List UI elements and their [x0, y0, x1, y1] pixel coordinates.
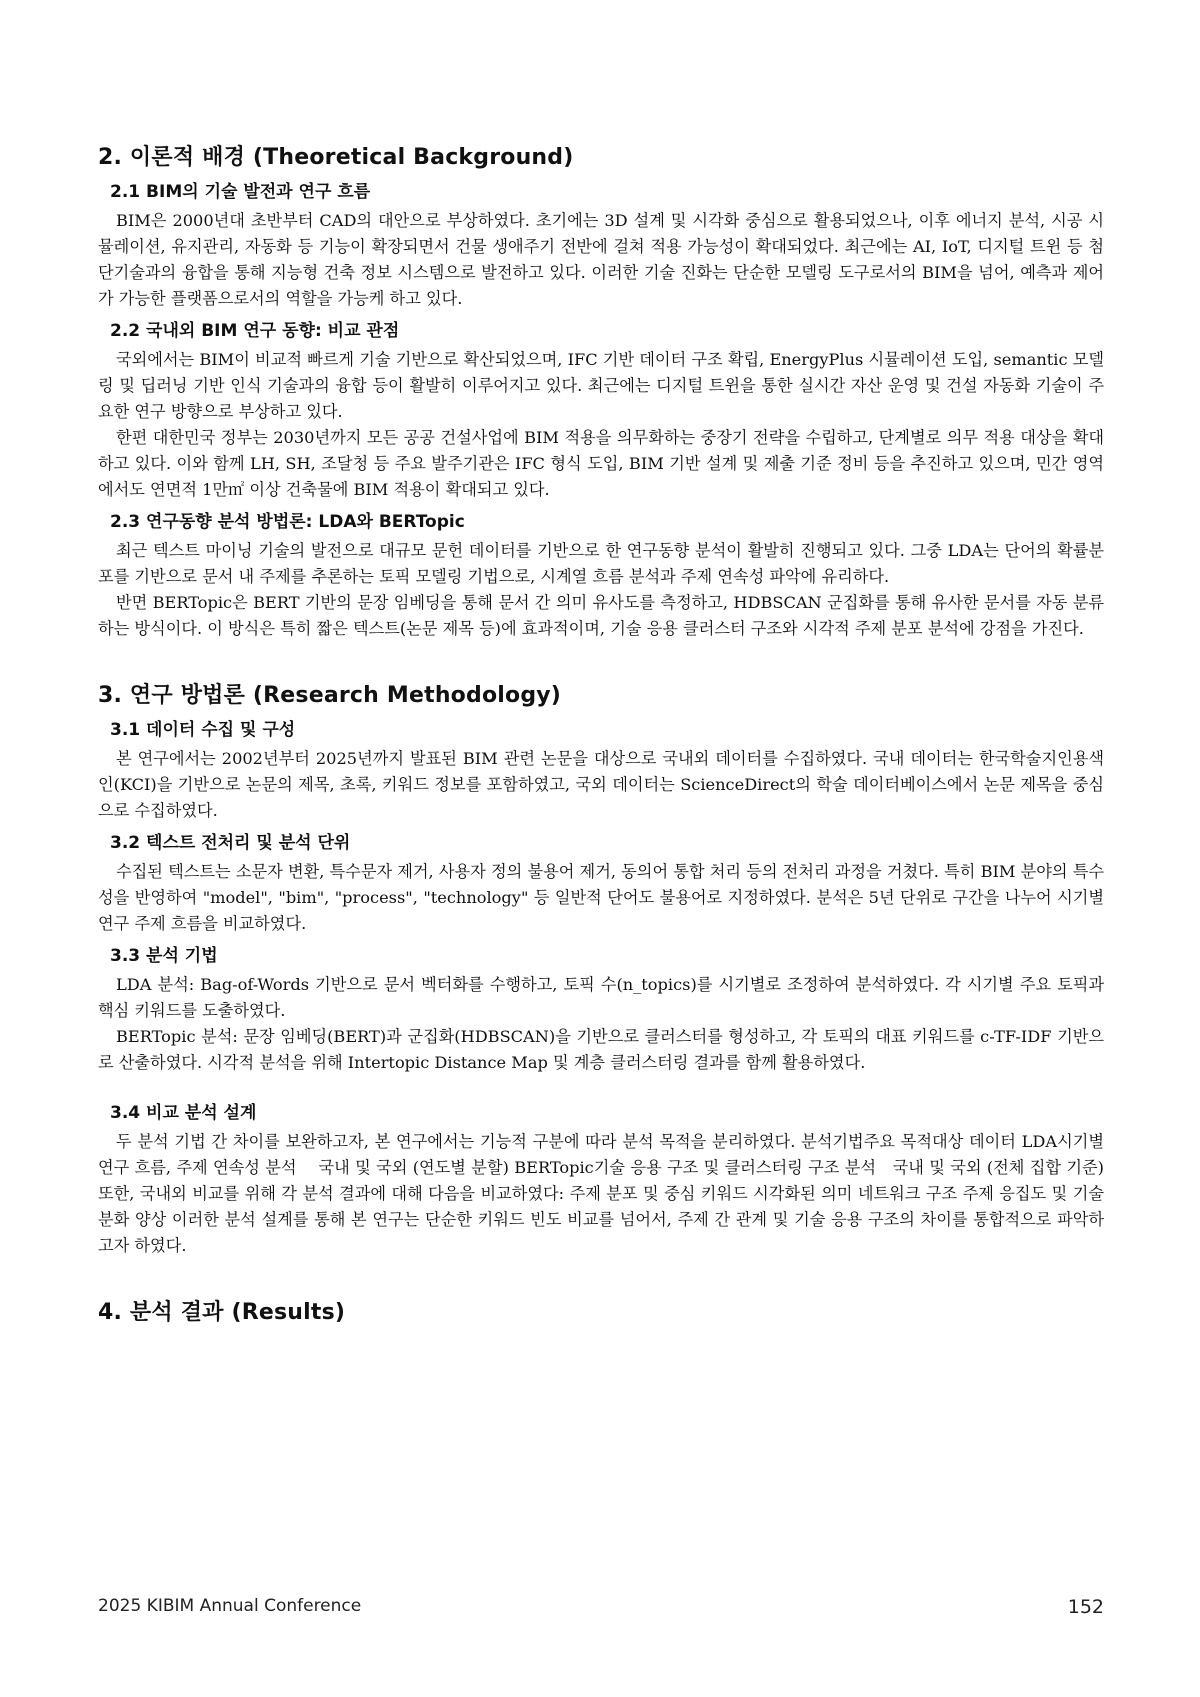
page-body	[98, 140, 1104, 1332]
paragraph-2-3-b: 반면 BERTopic은 BERT 기반의 문장 임베딩을 통해 문서 간 의미 유사도를 측정하고, HDBSCAN 군집화를 통해 유사한 문서를 자동 분류하는 방식이다. 이 방식은 특히 짧은 텍스트(논문 제목 등)에 효과적이며, 기술 응용 클러스터 구조와 시각적 주제 분포 분석에 강점을 가진다.	[98, 593, 1104, 638]
subsection-title-3-4: 3.4 비교 분석 설계	[110, 1103, 257, 1123]
subsection-title-2-1: 2.1 BIM의 기술 발전과 연구 흐름	[110, 182, 371, 202]
subsection-title-2-2: 2.2 국내외 BIM 연구 동향: 비교 관점	[110, 321, 400, 341]
section-title-methodology: 3. 연구 방법론 (Research Methodology)	[98, 683, 562, 708]
subsection-title-3-1: 3.1 데이터 수집 및 구성	[110, 720, 296, 740]
paragraph-2-2-a: 국외에서는 BIM이 비교적 빠르게 기술 기반으로 확산되었으며, IFC 기반 데이터 구조 확립, EnergyPlus 시뮬레이션 도입, semantic 모델링 및 딥러닝 기반 인식 기술과의 융합 등이 활발히 이루어지고 있다. 최근에는 디지털 트윈을 통한 실시간 자산 운영 및 건설 자동화 기술이 주요한 연구 방향으로 부상하고 있다.	[98, 350, 1104, 421]
paragraph-2-1-a: BIM은 2000년대 초반부터 CAD의 대안으로 부상하였다. 초기에는 3D 설계 및 시각화 중심으로 활용되었으나, 이후 에너지 분석, 시공 시뮬레이션, 유지관리, 자동화 등 기능이 확장되면서 건물 생애주기 전반에 걸쳐 적용 가능성이 확대되었다. 최근에는 AI, IoT, 디지털 트윈 등 첨단기술과의 융합을 통해 지능형 건축 정보 시스템으로 발전하고 있다. 이러한 기술 진화는 단순한 모델링 도구로서의 BIM을 넘어, 예측과 제어가 가능한 플랫폼으로서의 역할을 가능케 하고 있다.	[98, 211, 1104, 308]
section-title-results: 4. 분석 결과 (Results)	[98, 1300, 346, 1325]
subsection-title-3-2: 3.2 텍스트 전처리 및 분석 단위	[110, 833, 351, 853]
conference-name: 2025 KIBIM Annual Conference	[98, 1596, 362, 1616]
paragraph-3-4-a: 두 분석 기법 간 차이를 보완하고자, 본 연구에서는 기능적 구분에 따라 분석 목적을 분리하였다. 분석기법주요 목적대상 데이터 LDA시기별 연구 흐름, 주제 연속성 분석 국내 및 국외 (연도별 분할) BERTopic기술 응용 구조 및 클러스터링 구조 분석 국내 및 국외 (전체 집합 기준) 또한, 국내외 비교를 위해 각 분석 결과에 대해 다음을 비교하였다: 주제 분포 및 중심 키워드 시각화된 의미 네트워크 구조 주제 응집도 및 기술 분화 양상 이러한 분석 설계를 통해 본 연구는 단순한 키워드 빈도 비교를 넘어서, 주제 간 관계 및 기술 응용 구조의 차이를 통합적으로 파악하고자 하였다.	[98, 1132, 1104, 1255]
page-number: 152	[1067, 1596, 1104, 1618]
paragraph-3-1-a: 본 연구에서는 2002년부터 2025년까지 발표된 BIM 관련 논문을 대상으로 국내외 데이터를 수집하였다. 국내 데이터는 한국학술지인용색인(KCI)을 기반으로 논문의 제목, 초록, 키워드 정보를 포함하였고, 국외 데이터는 ScienceDirect의 학술 데이터베이스에서 논문 제목을 중심으로 수집하였다.	[98, 749, 1104, 820]
section-title-background: 2. 이론적 배경 (Theoretical Background)	[98, 145, 574, 170]
subsection-title-2-3: 2.3 연구동향 분석 방법론: LDA와 BERTopic	[110, 512, 465, 532]
page-footer	[98, 1596, 1104, 1616]
subsection-title-3-3: 3.3 분석 기법	[110, 946, 218, 966]
paragraph-2-3-a: 최근 텍스트 마이닝 기술의 발전으로 대규모 문헌 데이터를 기반으로 한 연구동향 분석이 활발히 진행되고 있다. 그중 LDA는 단어의 확률분포를 기반으로 문서 내 주제를 추론하는 토픽 모델링 기법으로, 시계열 흐름 분석과 주제 연속성 파악에 유리하다.	[98, 541, 1104, 586]
paragraph-3-2-a: 수집된 텍스트는 소문자 변환, 특수문자 제거, 사용자 정의 불용어 제거, 동의어 통합 처리 등의 전처리 과정을 거쳤다. 특히 BIM 분야의 특수성을 반영하여 "model", "bim", "process", "technology" 등 일반적 단어도 불용어로 지정하였다. 분석은 5년 단위로 구간을 나누어 시기별 연구 주제 흐름을 비교하였다.	[98, 862, 1104, 933]
paragraph-2-2-b: 한편 대한민국 정부는 2030년까지 모든 공공 건설사업에 BIM 적용을 의무화하는 중장기 전략을 수립하고, 단계별로 의무 적용 대상을 확대하고 있다. 이와 함께 LH, SH, 조달청 등 주요 발주기관은 IFC 형식 도입, BIM 기반 설계 및 제출 기준 정비 등을 추진하고 있으며, 민간 영역에서도 연면적 1만㎡ 이상 건축물에 BIM 적용이 확대되고 있다.	[98, 428, 1104, 499]
paragraph-3-3-b: BERTopic 분석: 문장 임베딩(BERT)과 군집화(HDBSCAN)을 기반으로 클러스터를 형성하고, 각 토픽의 대표 키워드를 c-TF-IDF 기반으로 산출하였다. 시각적 분석을 위해 Intertopic Distance Map 및 계층 클러스터링 결과를 함께 활용하였다.	[98, 1027, 1104, 1072]
paragraph-3-3-a: LDA 분석: Bag-of-Words 기반으로 문서 벡터화를 수행하고, 토픽 수(n_topics)를 시기별로 조정하여 분석하였다. 각 시기별 주요 토픽과 핵심 키워드를 도출하였다.	[98, 975, 1104, 1020]
